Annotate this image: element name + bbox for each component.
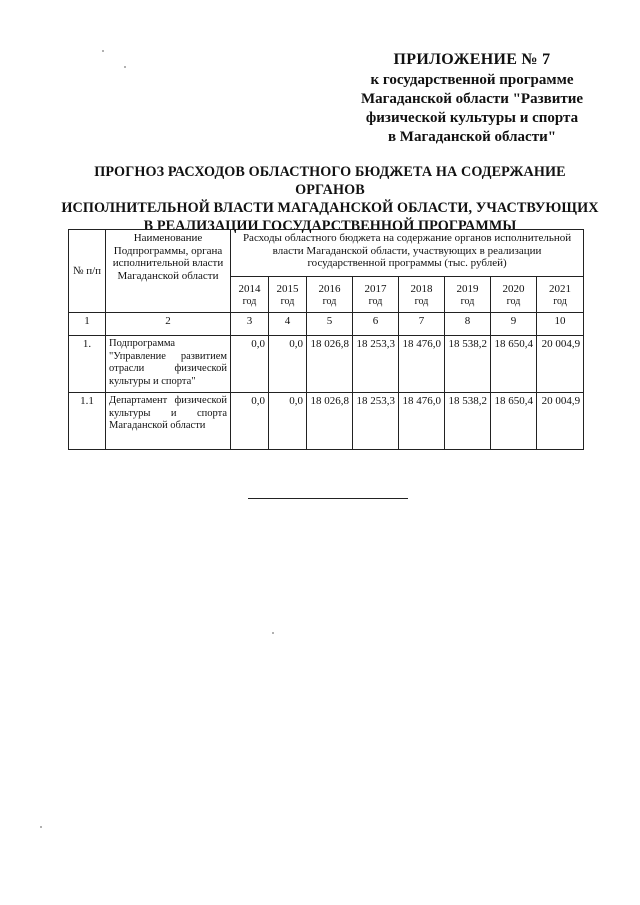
column-index: 2: [106, 313, 231, 336]
year-cell: 2016 год: [307, 277, 353, 313]
year-cell: 2015 год: [269, 277, 307, 313]
appendix-block: [342, 50, 602, 147]
row-name: Подпрограмма "Управление развитием отрасли физической культуры и спорта": [106, 336, 231, 393]
column-index: 7: [399, 313, 445, 336]
header-num: № п/п: [69, 230, 106, 313]
value-cell: 0,0: [231, 393, 269, 450]
value-cell: 18 253,3: [353, 336, 399, 393]
closing-rule: [248, 498, 408, 499]
value-cell: 18 026,8: [307, 393, 353, 450]
value-cell: 0,0: [231, 336, 269, 393]
value-cell: 18 538,2: [445, 336, 491, 393]
year-cell: 2019 год: [445, 277, 491, 313]
header-name: Наименование Подпрограммы, органа исполнительной власти Магаданской области: [106, 230, 231, 313]
column-index: 8: [445, 313, 491, 336]
column-index: 5: [307, 313, 353, 336]
appendix-line: Магаданской области "Развитие: [360, 91, 584, 107]
table-row: [69, 393, 584, 450]
value-cell: 0,0: [269, 336, 307, 393]
appendix-line: к государственной программе: [370, 72, 574, 88]
value-cell: 18 476,0: [399, 393, 445, 450]
title-line: ПРОГНОЗ РАСХОДОВ ОБЛАСТНОГО БЮДЖЕТА НА СОДЕРЖАНИЕ ОРГАНОВ: [94, 164, 566, 198]
title-line: ИСПОЛНИТЕЛЬНОЙ ВЛАСТИ МАГАДАНСКОЙ ОБЛАСТИ, УЧАСТВУЮЩИХ: [61, 200, 599, 216]
document-title: [60, 163, 600, 235]
value-cell: 18 026,8: [307, 336, 353, 393]
scan-speck: [272, 632, 274, 634]
year-cell: 2020 год: [491, 277, 537, 313]
value-cell: 18 538,2: [445, 393, 491, 450]
title-line: В РЕАЛИЗАЦИИ ГОСУДАРСТВЕННОЙ ПРОГРАММЫ: [143, 218, 517, 234]
value-cell: 0,0: [269, 393, 307, 450]
expenses-table: [68, 229, 584, 450]
year-cell: 2021 год: [537, 277, 584, 313]
year-cell: 2017 год: [353, 277, 399, 313]
column-index: 3: [231, 313, 269, 336]
column-index: 4: [269, 313, 307, 336]
scan-speck: [40, 826, 42, 828]
header-row: [69, 230, 584, 277]
value-cell: 18 253,3: [353, 393, 399, 450]
column-index: 1: [69, 313, 106, 336]
appendix-line: в Магаданской области": [387, 129, 557, 145]
value-cell: 20 004,9: [537, 393, 584, 450]
column-index: 10: [537, 313, 584, 336]
scan-speck: [124, 66, 126, 68]
scan-speck: [102, 50, 104, 52]
row-name: Департамент физической культуры и спорта Магаданской области: [106, 393, 231, 450]
table-row: [69, 336, 584, 393]
row-num: 1.1: [69, 393, 106, 450]
column-index: 6: [353, 313, 399, 336]
value-cell: 18 476,0: [399, 336, 445, 393]
header-expenses: Расходы областного бюджета на содержание органов исполнительной власти Магаданской области, участвующих в реализации государственной программы (тыс. рублей): [231, 230, 584, 277]
appendix-number: ПРИЛОЖЕНИЕ № 7: [393, 51, 551, 68]
value-cell: 18 650,4: [491, 393, 537, 450]
column-index: 9: [491, 313, 537, 336]
value-cell: 18 650,4: [491, 336, 537, 393]
column-index-row: [69, 313, 584, 336]
year-cell: 2014 год: [231, 277, 269, 313]
appendix-line: физической культуры и спорта: [365, 110, 579, 126]
value-cell: 20 004,9: [537, 336, 584, 393]
year-cell: 2018 год: [399, 277, 445, 313]
row-num: 1.: [69, 336, 106, 393]
